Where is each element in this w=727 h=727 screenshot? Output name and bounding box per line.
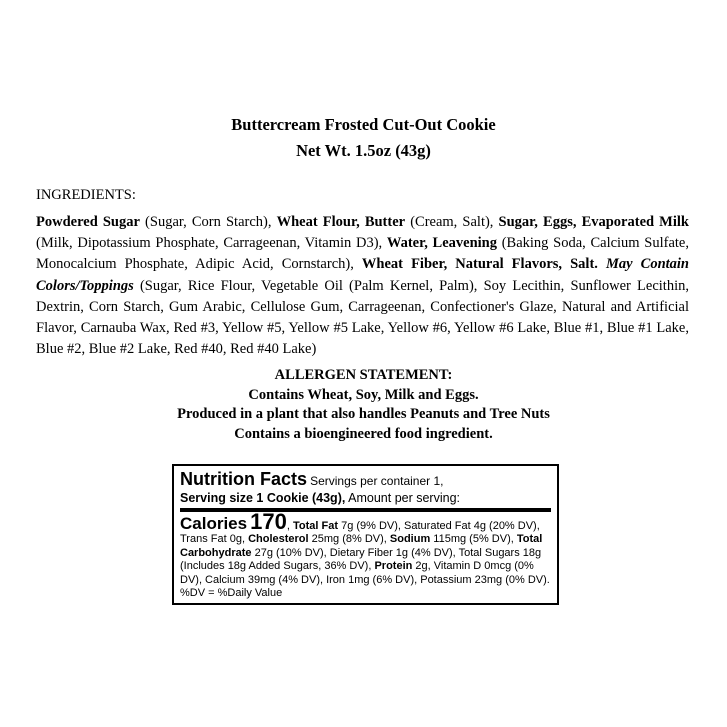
nutrition-facts-panel xyxy=(172,464,559,605)
ingredient-segment: Water, Leavening xyxy=(386,235,497,252)
ingredient-segment: (Baking Soda, Calcium Sulfate, Monocalcium Phosphate, Adipic Acid, Cornstarch), xyxy=(36,235,689,273)
allergen-facility: Produced in a plant that also handles Peanuts and Tree Nuts xyxy=(177,406,550,423)
net-weight: Net Wt. 1.5oz (43g) xyxy=(296,141,431,160)
calories-value: 170 xyxy=(250,509,287,534)
nutrient-segment: Total Fat xyxy=(293,520,339,532)
ingredient-segment: (Sugar, Corn Starch), xyxy=(139,214,277,230)
amount-per-serving: Amount per serving: xyxy=(348,491,460,505)
nutrient-segment: Protein xyxy=(374,560,413,573)
allergen-contains: Contains Wheat, Soy, Milk and Eggs. xyxy=(248,386,479,403)
nutrient-list: , Total Fat 7g (9% DV), Saturated Fat 4g (20% DV), Trans Fat 0g, Cholesterol 25mg (8% DV), Sodium 115mg (5% DV), Total Carbohydrate 27g (10% DV), Dietary Fiber 1g (4% DV), Total Sugars 18g (Includes 18g Added Sugars, 36% DV), Protein 2g, Vitamin D 0mcg (0% DV), Calcium 39mg (4% DV), Iron 1mg (6% DV), Potassium 23mg (0% DV). %DV = %Daily Value xyxy=(180,520,550,600)
ingredient-segment: May Contain Colors/Toppings xyxy=(36,256,689,294)
product-title-block xyxy=(0,112,727,164)
ingredients-list xyxy=(36,212,689,360)
ingredient-segment: (Milk, Dipotassium Phosphate, Carrageenan, Vitamin D3), xyxy=(36,235,387,252)
nutrition-details xyxy=(180,509,551,600)
ingredient-segment: (Sugar, Rice Flour, Vegetable Oil (Palm Kernel, Palm), Soy Lecithin, Sunflower Lecithin, Dextrin, Corn Starch, Gum Arabic, Cellulose Gum, Carrageenan, Confectioner's Glaze, Natural and Artificial Flavor, Carnauba Wax, Red #3, Yellow #5, Yellow #5 Lake, Yellow #6, Yellow #6 Lake, Blue #1, Blue #1 Lake, Blue #2, Blue #2 Lake, Red #40, Red #40 Lake) xyxy=(36,277,689,358)
nutrition-divider xyxy=(180,508,551,512)
ingredient-segment: Wheat Flour, Butter xyxy=(276,214,406,230)
nutrition-title: Nutrition Facts xyxy=(180,469,308,489)
ingredient-segment: Wheat Fiber, Natural Flavors, Salt. xyxy=(361,256,606,273)
nutrient-segment: 2g, Vitamin D 0mcg (0% DV), Calcium 39mg (4% DV), Iron 1mg (6% DV), Potassium 23mg (0% DV). %DV = %Daily Value xyxy=(180,560,550,600)
nutrient-segment: 7g (9% DV), Saturated Fat 4g (20% DV), Trans Fat 0g, xyxy=(180,520,540,546)
ingredient-segment: Sugar, Eggs, Evaporated Milk xyxy=(498,214,689,230)
nutrient-segment: 115mg (5% DV), xyxy=(430,533,517,546)
ingredients-heading: INGREDIENTS: xyxy=(36,187,136,203)
ingredient-segment: Powdered Sugar xyxy=(36,214,140,230)
serving-size-line xyxy=(180,490,551,506)
nutrient-segment: 25mg (8% DV), xyxy=(308,533,390,546)
allergen-bioengineered: Contains a bioengineered food ingredient. xyxy=(234,425,493,442)
product-name: Buttercream Frosted Cut-Out Cookie xyxy=(231,115,496,134)
nutrient-segment: Total Carbohydrate xyxy=(180,533,543,559)
nutrient-segment: Cholesterol xyxy=(248,533,309,546)
allergen-heading: ALLERGEN STATEMENT: xyxy=(274,367,453,383)
calories-label: Calories xyxy=(180,514,248,533)
nutrition-header xyxy=(180,469,551,490)
ingredient-segment: (Cream, Salt), xyxy=(405,214,499,230)
serving-size: Serving size 1 Cookie (43g), xyxy=(180,491,346,505)
nutrient-segment: 27g (10% DV), Dietary Fiber 1g (4% DV), Total Sugars 18g (Includes 18g Added Sugars, 36% DV), xyxy=(180,546,542,573)
allergen-statement xyxy=(0,366,727,444)
nutrient-segment: Sodium xyxy=(389,533,431,546)
servings-per-container: Servings per container 1, xyxy=(310,474,444,488)
